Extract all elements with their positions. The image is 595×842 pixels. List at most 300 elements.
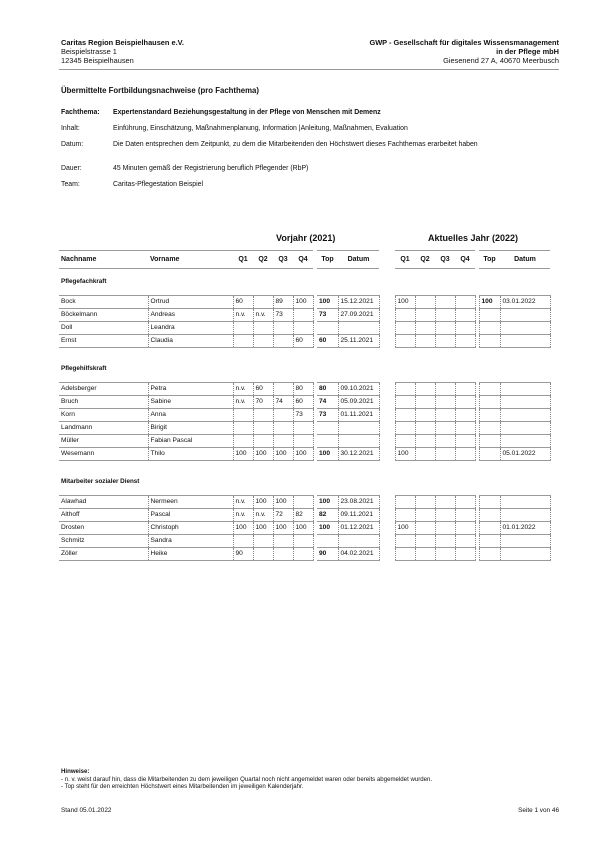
cell-current-datum: 03.01.2022	[500, 296, 550, 309]
cell-previous-q1	[233, 409, 253, 422]
table-row	[59, 509, 550, 522]
table-header-row	[59, 251, 550, 269]
recipient-org-line1: GWP - Gesellschaft für digitales Wissensmanagement	[369, 38, 559, 47]
cell-previous-q4: 100	[293, 296, 313, 309]
cell-previous-q1: n.v.	[233, 309, 253, 322]
cell-current-q2	[415, 409, 435, 422]
cell-vorname: Heike	[148, 548, 233, 561]
cell-previous-top	[317, 422, 338, 435]
cell-current-top	[479, 548, 500, 561]
cell-nachname: Alawhad	[59, 496, 148, 509]
cell-previous-q3: 89	[273, 296, 293, 309]
cell-previous-q3	[273, 383, 293, 396]
table-row	[59, 296, 550, 309]
cell-previous-datum: 04.02.2021	[338, 548, 379, 561]
cell-current-q2	[415, 396, 435, 409]
cell-current-q1	[395, 535, 415, 548]
cell-vorname: Pascal	[148, 509, 233, 522]
cell-previous-datum	[338, 322, 379, 335]
cell-previous-top: 73	[317, 309, 338, 322]
cell-previous-q1	[233, 435, 253, 448]
info-fachthema	[61, 109, 551, 118]
cell-previous-q2: 60	[253, 383, 273, 396]
cell-current-q3	[435, 383, 455, 396]
col-header-q1-current: Q1	[395, 251, 415, 269]
cell-current-datum	[500, 509, 550, 522]
spacer-cell	[59, 461, 550, 470]
dauer-label: Dauer:	[61, 165, 82, 172]
training-records-table	[59, 250, 551, 561]
table-row	[59, 496, 550, 509]
cell-current-top	[479, 448, 500, 461]
cell-previous-q4: 60	[293, 335, 313, 348]
inhalt-value: Einführung, Einschätzung, Maßnahmenplanung, Information |Anleitung, Maßnahmen, Evaluation	[113, 125, 408, 132]
cell-current-top	[479, 496, 500, 509]
column-gap	[379, 296, 395, 309]
cell-current-datum: 01.01.2022	[500, 522, 550, 535]
cell-current-q1	[395, 322, 415, 335]
cell-current-q1: 100	[395, 296, 415, 309]
cell-vorname: Birigit	[148, 422, 233, 435]
cell-previous-q4: 82	[293, 509, 313, 522]
column-gap	[379, 335, 395, 348]
cell-current-q4	[455, 448, 475, 461]
cell-nachname: Korn	[59, 409, 148, 422]
group-heading-previous-year: Vorjahr (2021)	[276, 233, 336, 243]
column-gap	[379, 548, 395, 561]
cell-current-q3	[435, 509, 455, 522]
recipient-address	[369, 38, 559, 65]
cell-vorname: Anna	[148, 409, 233, 422]
cell-current-q3	[435, 309, 455, 322]
cell-previous-top: 74	[317, 396, 338, 409]
cell-previous-datum: 09.10.2021	[338, 383, 379, 396]
cell-current-q3	[435, 548, 455, 561]
cell-previous-datum: 01.11.2021	[338, 409, 379, 422]
col-header-q3-current: Q3	[435, 251, 455, 269]
cell-previous-q2	[253, 335, 273, 348]
column-gap	[379, 322, 395, 335]
cell-current-datum	[500, 496, 550, 509]
datum-label: Datum:	[61, 141, 84, 148]
cell-previous-q3: 74	[273, 396, 293, 409]
cell-current-top: 100	[479, 296, 500, 309]
table-row	[59, 522, 550, 535]
col-header-datum-previous: Datum	[338, 251, 379, 269]
cell-previous-q2	[253, 322, 273, 335]
team-label: Team:	[61, 181, 80, 188]
cell-current-q4	[455, 509, 475, 522]
sender-city: 12345 Beispielhausen	[61, 56, 134, 65]
cell-current-q3	[435, 409, 455, 422]
section-header-row	[59, 469, 550, 496]
cell-previous-q4	[293, 435, 313, 448]
cell-current-q2	[415, 448, 435, 461]
cell-previous-q1: n.v.	[233, 509, 253, 522]
table-row	[59, 422, 550, 435]
cell-current-q2	[415, 309, 435, 322]
cell-current-top	[479, 422, 500, 435]
cell-previous-top: 60	[317, 335, 338, 348]
cell-previous-top: 80	[317, 383, 338, 396]
cell-current-q3	[435, 522, 455, 535]
cell-vorname: Fabian Pascal	[148, 435, 233, 448]
spacer-cell	[59, 348, 550, 357]
cell-vorname: Sandra	[148, 535, 233, 548]
cell-previous-q4	[293, 535, 313, 548]
cell-current-q2	[415, 383, 435, 396]
cell-previous-q2	[253, 535, 273, 548]
cell-current-q4	[455, 396, 475, 409]
cell-previous-q1	[233, 335, 253, 348]
cell-current-top	[479, 409, 500, 422]
cell-current-q4	[455, 296, 475, 309]
section-spacer	[59, 348, 550, 357]
cell-current-q1: 100	[395, 522, 415, 535]
cell-previous-q4	[293, 422, 313, 435]
cell-previous-q3	[273, 409, 293, 422]
cell-previous-datum: 05.09.2021	[338, 396, 379, 409]
cell-current-q1	[395, 496, 415, 509]
cell-previous-datum: 23.08.2021	[338, 496, 379, 509]
cell-current-q2	[415, 548, 435, 561]
cell-current-q4	[455, 522, 475, 535]
cell-current-q3	[435, 296, 455, 309]
section-title: Mitarbeiter sozialer Dienst	[61, 478, 140, 485]
col-header-q2-previous: Q2	[253, 251, 273, 269]
document-title: Übermittelte Fortbildungsnachweise (pro Fachthema)	[61, 86, 259, 95]
cell-current-q2	[415, 422, 435, 435]
cell-current-q3	[435, 496, 455, 509]
cell-current-top	[479, 383, 500, 396]
column-gap	[379, 251, 395, 269]
cell-current-top	[479, 535, 500, 548]
col-header-top-previous: Top	[317, 251, 338, 269]
cell-current-top	[479, 322, 500, 335]
cell-previous-q2	[253, 435, 273, 448]
cell-current-q3	[435, 448, 455, 461]
column-gap	[379, 535, 395, 548]
cell-current-q1	[395, 396, 415, 409]
column-gap	[379, 309, 395, 322]
cell-nachname: Müller	[59, 435, 148, 448]
cell-previous-q3	[273, 422, 293, 435]
cell-previous-q4: 80	[293, 383, 313, 396]
cell-current-q3	[435, 435, 455, 448]
cell-current-q4	[455, 535, 475, 548]
section-header-row	[59, 356, 550, 383]
cell-vorname: Ortrud	[148, 296, 233, 309]
cell-previous-q3: 72	[273, 509, 293, 522]
col-header-q2-current: Q2	[415, 251, 435, 269]
cell-previous-q2	[253, 409, 273, 422]
cell-previous-q4	[293, 496, 313, 509]
cell-vorname: Sabine	[148, 396, 233, 409]
cell-current-q4	[455, 322, 475, 335]
cell-current-q4	[455, 548, 475, 561]
cell-previous-q3	[273, 535, 293, 548]
cell-current-q2	[415, 509, 435, 522]
cell-previous-top: 100	[317, 522, 338, 535]
cell-current-datum	[500, 396, 550, 409]
cell-previous-q2: 100	[253, 496, 273, 509]
cell-current-datum	[500, 322, 550, 335]
column-gap	[379, 509, 395, 522]
cell-current-datum	[500, 535, 550, 548]
col-header-q1-previous: Q1	[233, 251, 253, 269]
column-gap	[379, 409, 395, 422]
cell-current-q1	[395, 435, 415, 448]
cell-previous-q2	[253, 548, 273, 561]
cell-current-q4	[455, 496, 475, 509]
col-header-q4-current: Q4	[455, 251, 475, 269]
cell-previous-q2: n.v.	[253, 509, 273, 522]
cell-current-q4	[455, 309, 475, 322]
table-row	[59, 448, 550, 461]
cell-current-q1	[395, 335, 415, 348]
column-gap	[379, 422, 395, 435]
cell-previous-q1: n.v.	[233, 396, 253, 409]
cell-current-q3	[435, 396, 455, 409]
table-row	[59, 383, 550, 396]
cell-vorname: Thilo	[148, 448, 233, 461]
cell-previous-q2: 100	[253, 448, 273, 461]
cell-current-q1	[395, 422, 415, 435]
cell-current-datum	[500, 409, 550, 422]
cell-current-q3	[435, 535, 455, 548]
cell-nachname: Wesemann	[59, 448, 148, 461]
cell-current-datum	[500, 309, 550, 322]
cell-previous-q4	[293, 322, 313, 335]
sender-org: Caritas Region Beispielhausen e.V.	[61, 38, 184, 47]
cell-previous-q2: 100	[253, 522, 273, 535]
col-header-top-current: Top	[479, 251, 500, 269]
cell-current-q1: 100	[395, 448, 415, 461]
column-gap	[379, 396, 395, 409]
group-heading-current-year: Aktuelles Jahr (2022)	[428, 233, 519, 243]
column-gap	[379, 435, 395, 448]
cell-current-datum	[500, 435, 550, 448]
cell-previous-q1	[233, 422, 253, 435]
col-header-vorname: Vorname	[148, 251, 233, 269]
note-top: - Top steht für den erreichten Höchstwert eines Mitarbeitenden im jeweiligen Kalenderjahr.	[61, 783, 304, 791]
cell-previous-q4: 73	[293, 409, 313, 422]
cell-current-q2	[415, 496, 435, 509]
cell-current-q2	[415, 522, 435, 535]
table-row	[59, 322, 550, 335]
team-value: Caritas-Pflegestation Beispiel	[113, 181, 204, 188]
cell-nachname: Landmann	[59, 422, 148, 435]
cell-previous-q3: 100	[273, 448, 293, 461]
cell-previous-q3	[273, 548, 293, 561]
cell-current-datum	[500, 422, 550, 435]
cell-previous-q1	[233, 322, 253, 335]
cell-previous-top: 100	[317, 496, 338, 509]
cell-current-top	[479, 396, 500, 409]
cell-current-q1	[395, 409, 415, 422]
cell-previous-datum	[338, 435, 379, 448]
cell-previous-q1: 100	[233, 522, 253, 535]
cell-previous-q2	[253, 422, 273, 435]
cell-current-q1	[395, 309, 415, 322]
section-title: Pflegehilfskraft	[61, 365, 107, 372]
cell-current-q1	[395, 383, 415, 396]
cell-nachname: Schmitz	[59, 535, 148, 548]
cell-current-q3	[435, 422, 455, 435]
cell-current-q2	[415, 296, 435, 309]
cell-vorname: Leandra	[148, 322, 233, 335]
notes-heading: Hinweise:	[61, 768, 90, 775]
info-datum	[61, 141, 551, 159]
cell-vorname: Nermeen	[148, 496, 233, 509]
cell-previous-q4: 100	[293, 448, 313, 461]
cell-current-q4	[455, 335, 475, 348]
cell-previous-q3	[273, 335, 293, 348]
cell-previous-top	[317, 322, 338, 335]
cell-previous-q4	[293, 548, 313, 561]
col-header-q3-previous: Q3	[273, 251, 293, 269]
cell-current-datum	[500, 335, 550, 348]
cell-nachname: Drosten	[59, 522, 148, 535]
cell-nachname: Doll	[59, 322, 148, 335]
table-row	[59, 409, 550, 422]
cell-current-q3	[435, 335, 455, 348]
cell-previous-q2: n.v.	[253, 309, 273, 322]
table-row	[59, 548, 550, 561]
cell-previous-top	[317, 435, 338, 448]
cell-nachname: Bock	[59, 296, 148, 309]
cell-previous-q2: 70	[253, 396, 273, 409]
cell-current-datum	[500, 383, 550, 396]
cell-previous-top: 100	[317, 296, 338, 309]
cell-current-q2	[415, 535, 435, 548]
cell-nachname: Althoff	[59, 509, 148, 522]
cell-previous-q1: 60	[233, 296, 253, 309]
footer-stand: Stand 05.01.2022	[61, 807, 112, 814]
cell-current-q2	[415, 335, 435, 348]
cell-previous-q1: n.v.	[233, 383, 253, 396]
cell-previous-q4: 60	[293, 396, 313, 409]
dauer-value: 45 Minuten gemäß der Registrierung beruflich Pflegender (RbP)	[113, 165, 309, 172]
cell-previous-q2	[253, 296, 273, 309]
cell-current-q4	[455, 422, 475, 435]
sender-address	[61, 38, 184, 65]
cell-previous-top: 82	[317, 509, 338, 522]
section-spacer	[59, 461, 550, 470]
cell-previous-datum: 09.11.2021	[338, 509, 379, 522]
cell-current-q4	[455, 435, 475, 448]
cell-current-top	[479, 335, 500, 348]
cell-nachname: Böckelmann	[59, 309, 148, 322]
datum-value: Die Daten entsprechen dem Zeitpunkt, zu dem die Mitarbeitenden den Höchstwert dieses Fachthemas erarbeitet haben	[113, 141, 478, 148]
info-inhalt	[61, 125, 551, 134]
cell-nachname: Adelsberger	[59, 383, 148, 396]
header-divider	[59, 69, 559, 70]
notes	[61, 768, 432, 791]
cell-current-datum	[500, 548, 550, 561]
cell-previous-q1: n.v.	[233, 496, 253, 509]
cell-previous-q3	[273, 435, 293, 448]
table-row	[59, 335, 550, 348]
cell-vorname: Claudia	[148, 335, 233, 348]
column-gap	[379, 522, 395, 535]
cell-previous-datum	[338, 422, 379, 435]
col-header-datum-current: Datum	[500, 251, 550, 269]
cell-previous-datum: 25.11.2021	[338, 335, 379, 348]
cell-vorname: Petra	[148, 383, 233, 396]
table-row	[59, 396, 550, 409]
note-nv: - n. v. weist darauf hin, dass die Mitarbeitenden zu dem jeweiligen Quartal noch nicht angemeldet waren oder bereits abgemeldet wurden.	[61, 775, 433, 783]
cell-nachname: Bruch	[59, 396, 148, 409]
cell-previous-q3: 100	[273, 496, 293, 509]
column-gap	[379, 383, 395, 396]
cell-previous-q3: 100	[273, 522, 293, 535]
col-header-q4-previous: Q4	[293, 251, 313, 269]
cell-previous-datum: 01.12.2021	[338, 522, 379, 535]
cell-previous-top: 100	[317, 448, 338, 461]
cell-current-top	[479, 435, 500, 448]
cell-previous-datum: 15.12.2021	[338, 296, 379, 309]
info-dauer	[61, 165, 551, 174]
section-header-row	[59, 269, 550, 296]
cell-previous-q1: 100	[233, 448, 253, 461]
cell-current-top	[479, 309, 500, 322]
table-row	[59, 309, 550, 322]
cell-vorname: Christoph	[148, 522, 233, 535]
cell-previous-q3: 73	[273, 309, 293, 322]
cell-current-q2	[415, 322, 435, 335]
cell-current-q2	[415, 435, 435, 448]
section-title: Pflegefachkraft	[61, 278, 107, 285]
cell-previous-top: 90	[317, 548, 338, 561]
cell-previous-q1	[233, 535, 253, 548]
cell-current-datum: 05.01.2022	[500, 448, 550, 461]
recipient-address-line: Giesenend 27 A, 40670 Meerbusch	[443, 56, 559, 65]
cell-previous-q3	[273, 322, 293, 335]
cell-nachname: Zöller	[59, 548, 148, 561]
cell-previous-top	[317, 535, 338, 548]
col-header-nachname: Nachname	[59, 251, 148, 269]
fachthema-value: Expertenstandard Beziehungsgestaltung in der Pflege von Menschen mit Demenz	[113, 109, 381, 116]
footer-page-number: Seite 1 von 46	[518, 807, 559, 814]
cell-previous-q4	[293, 309, 313, 322]
sender-street: Beispielstrasse 1	[61, 47, 117, 56]
cell-previous-q1: 90	[233, 548, 253, 561]
cell-current-top	[479, 509, 500, 522]
cell-current-q3	[435, 322, 455, 335]
cell-current-top	[479, 522, 500, 535]
column-gap	[379, 448, 395, 461]
cell-previous-datum: 30.12.2021	[338, 448, 379, 461]
info-team	[61, 181, 551, 190]
column-gap	[379, 496, 395, 509]
cell-current-q4	[455, 383, 475, 396]
cell-current-q1	[395, 509, 415, 522]
cell-current-q1	[395, 548, 415, 561]
cell-previous-q4: 100	[293, 522, 313, 535]
table-row	[59, 535, 550, 548]
cell-previous-top: 73	[317, 409, 338, 422]
recipient-org-line2: in der Pflege mbH	[496, 47, 559, 56]
table-row	[59, 435, 550, 448]
inhalt-label: Inhalt:	[61, 125, 80, 132]
cell-nachname: Ernst	[59, 335, 148, 348]
fachthema-label: Fachthema:	[61, 109, 100, 116]
cell-previous-datum	[338, 535, 379, 548]
cell-current-q4	[455, 409, 475, 422]
cell-previous-datum: 27.09.2021	[338, 309, 379, 322]
cell-vorname: Andreas	[148, 309, 233, 322]
